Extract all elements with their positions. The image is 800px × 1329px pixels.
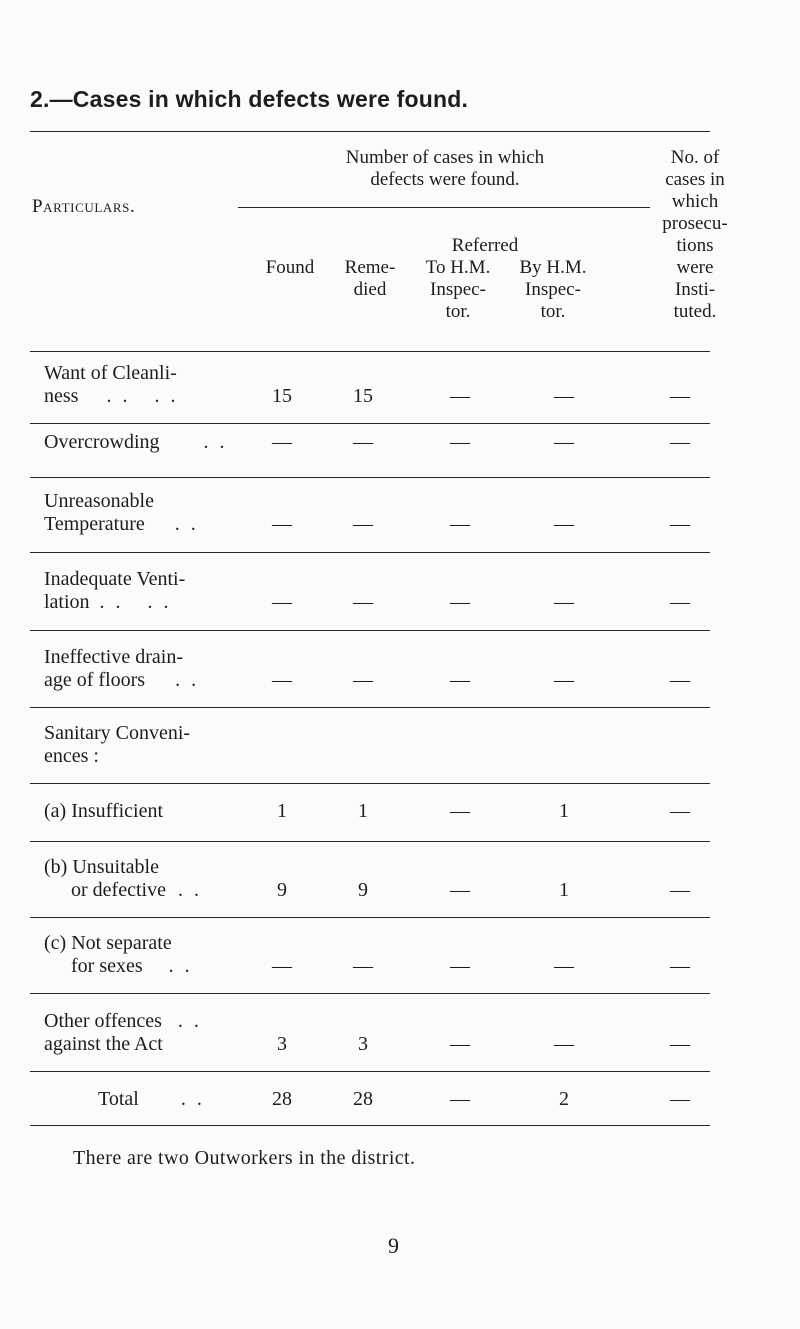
cell-by-hm: — — [554, 1033, 574, 1055]
cell-to-hm: — — [450, 431, 470, 453]
row-label-want-of-cleanliness: Want of Cleanli- ness . . . . — [44, 362, 179, 407]
row-label-insufficient: (a) Insufficient — [44, 800, 164, 822]
cell-prosecutions: — — [670, 431, 690, 453]
cell-found: — — [272, 669, 292, 691]
cell-by-hm: — — [554, 955, 574, 977]
cell-to-hm: — — [450, 513, 470, 535]
cell-found: — — [272, 591, 292, 613]
cell-to-hm: — — [450, 669, 470, 691]
cell-remedied: — — [353, 431, 373, 453]
group-header-rule — [238, 207, 650, 208]
cell-found: 15 — [272, 385, 292, 407]
to-hm-inspector-header: To H.M. Inspec- tor. — [425, 257, 491, 322]
cell-remedied: 9 — [358, 879, 368, 901]
page-heading: 2.—Cases in which defects were found. — [30, 86, 469, 112]
remedied-header: Reme- died — [344, 257, 396, 300]
cell-remedied: — — [353, 513, 373, 535]
cell-prosecutions: — — [670, 1033, 690, 1055]
row-rule — [30, 783, 710, 784]
row-rule — [30, 630, 710, 631]
cell-to-hm: — — [450, 1033, 470, 1055]
particulars-header: Particulars. — [32, 196, 136, 217]
row-rule — [30, 423, 710, 424]
cell-prosecutions: — — [670, 800, 690, 822]
cell-by-hm: 1 — [559, 800, 569, 822]
cell-prosecutions: — — [670, 955, 690, 977]
total-prosecutions: — — [670, 1088, 690, 1110]
row-rule — [30, 993, 710, 994]
total-to-hm: — — [450, 1088, 470, 1110]
row-rule — [30, 552, 710, 553]
cell-to-hm: — — [450, 385, 470, 407]
page-number: 9 — [388, 1233, 399, 1258]
group-header: Number of cases in which defects were found. — [345, 147, 545, 190]
row-rule — [30, 841, 710, 842]
total-remedied: 28 — [353, 1088, 373, 1110]
row-label-sanitary-conveniences: Sanitary Conveni- ences : — [44, 722, 191, 767]
cell-prosecutions: — — [670, 591, 690, 613]
header-bottom-rule — [30, 351, 710, 352]
cell-to-hm: — — [450, 591, 470, 613]
cell-remedied: — — [353, 591, 373, 613]
cell-remedied: 15 — [353, 385, 373, 407]
cell-found: — — [272, 955, 292, 977]
cell-by-hm: — — [554, 669, 574, 691]
cell-to-hm: — — [450, 800, 470, 822]
cell-remedied: — — [353, 955, 373, 977]
cell-by-hm: — — [554, 431, 574, 453]
cell-found: — — [272, 431, 292, 453]
cell-remedied: 1 — [358, 800, 368, 822]
referred-header: Referred — [451, 235, 519, 256]
cell-prosecutions: — — [670, 385, 690, 407]
footnote: There are two Outworkers in the district. — [73, 1147, 416, 1169]
cell-by-hm: — — [554, 591, 574, 613]
row-rule — [30, 917, 710, 918]
row-label-inadequate-ventilation: Inadequate Venti- lation . . . . — [44, 568, 186, 613]
cell-remedied: 3 — [358, 1033, 368, 1055]
cell-by-hm: — — [554, 513, 574, 535]
cell-to-hm: — — [450, 955, 470, 977]
cell-by-hm: 1 — [559, 879, 569, 901]
row-rule — [30, 477, 710, 478]
cell-by-hm: — — [554, 385, 574, 407]
cell-to-hm: — — [450, 879, 470, 901]
total-by-hm: 2 — [559, 1088, 569, 1110]
row-label-unsuitable-or-defective: (b) Unsuitable or defective . . — [44, 856, 202, 901]
found-header: Found — [265, 257, 315, 278]
cell-prosecutions: — — [670, 879, 690, 901]
cell-found: 1 — [277, 800, 287, 822]
cell-found: 9 — [277, 879, 287, 901]
prosecutions-header: No. of cases in which prosecu- tions were Insti- tuted. — [662, 147, 728, 322]
row-label-overcrowding: Overcrowding . . — [44, 431, 228, 453]
row-label-ineffective-drainage: Ineffective drain- age of floors . . — [44, 646, 200, 691]
by-hm-inspector-header: By H.M. Inspec- tor. — [519, 257, 587, 322]
row-rule — [30, 707, 710, 708]
cell-prosecutions: — — [670, 669, 690, 691]
row-label-total: Total . . — [98, 1088, 205, 1110]
total-found: 28 — [272, 1088, 292, 1110]
cell-prosecutions: — — [670, 513, 690, 535]
row-rule — [30, 1071, 710, 1072]
row-label-not-separate-for-sexes: (c) Not separate for sexes . . — [44, 932, 193, 977]
cell-remedied: — — [353, 669, 373, 691]
row-label-other-offences: Other offences . . against the Act — [44, 1010, 202, 1055]
row-label-unreasonable-temperature: Unreasonable Temperature . . — [44, 490, 199, 535]
table-bottom-rule — [30, 1125, 710, 1126]
table-top-rule — [30, 131, 710, 132]
cell-found: 3 — [277, 1033, 287, 1055]
cell-found: — — [272, 513, 292, 535]
